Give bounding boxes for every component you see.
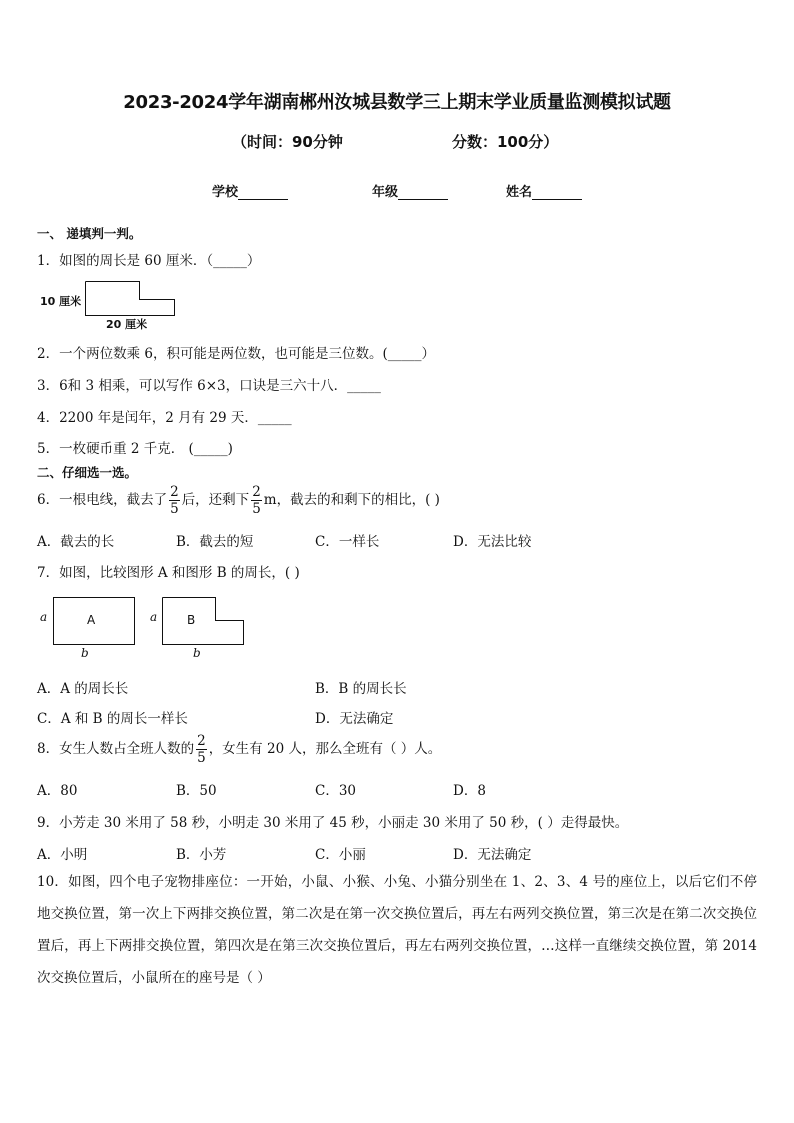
q9-option-d[interactable]: D．无法确定 [453,847,532,863]
name-blank[interactable] [532,186,582,200]
q8-option-c[interactable]: C．30 [315,783,357,799]
question-8 [37,733,441,766]
q6-option-c[interactable]: C．一样长 [315,534,380,550]
q7-b-label-right: b [193,646,201,660]
question-4: 4．2200 年是闰年，2 月有 29 天．_____ [37,410,292,426]
q7-option-d[interactable]: D．无法确定 [315,711,394,727]
school-field[interactable] [212,181,288,200]
section-1-heading: 一、 递填判一判。 [37,226,142,241]
q7-option-b[interactable]: B．B 的周长长 [315,681,407,697]
q7-shape-a-label: A [87,613,96,627]
question-2: 2．一个两位数乘 6，积可能是两位数，也可能是三位数。(_____） [37,346,435,362]
q7-a-label-right: a [150,610,158,624]
question-6 [37,484,440,517]
name-label: 姓名 [506,185,533,200]
q6-fraction-2: $\frac{2}{5}$ [252,484,261,517]
exam-time: （时间：90分钟 [232,133,343,151]
q6-text-2: 后，还剩下 [181,492,250,508]
question-10: 10．如图，四个电子宠物排座位：一开始，小鼠、小猴、小兔、小猫分别坐在 1、2、3、4 号的座位上，以后它们不停地交换位置，第一次上下两排交换位置，第二次是在第一次交换位置后，再左右两列交换位置，第三次是在第二次交换位置后，再上下两排交换位置，第四次是在第三次交换位置后，再左右两列交换位置，…这样一直继续交换位置，第 2014 次交换位置后，小鼠所在的座号是（ ） [37,874,757,986]
q1-figure [85,281,180,316]
q8-text-1: 8．女生人数占全班人数的 [37,741,195,757]
q7-option-c[interactable]: C．A 和 B 的周长一样长 [37,711,188,727]
question-5: 5．一枚硬币重 2 千克． (_____) [37,441,233,457]
q8-fraction: $\frac{2}{5}$ [197,733,206,766]
q8-text-2: ，女生有 20 人，那么全班有（ ）人。 [208,741,442,757]
q6-text-1: 6．一根电线，截去了 [37,492,168,508]
name-field[interactable] [506,181,582,200]
q9-option-b[interactable]: B．小芳 [176,847,227,863]
school-label: 学校 [212,185,239,200]
question-1: 1．如图的周长是 60 厘米．（_____） [37,253,261,269]
q6-option-d[interactable]: D．无法比较 [453,534,532,550]
q8-option-d[interactable]: D．8 [453,783,486,799]
q7-b-label-left: b [81,646,89,660]
school-blank[interactable] [238,186,288,200]
page-title: 2023-2024学年湖南郴州汝城县数学三上期末学业质量监测模拟试题 [123,92,671,113]
q8-option-a[interactable]: A．80 [37,783,78,799]
q7-a-label-left: a [40,610,48,624]
q6-option-b[interactable]: B．截去的短 [176,534,254,550]
question-3: 3．6和 3 相乘，可以写作 6×3，口诀是三六十八．_____ [37,378,381,394]
q7-shape-b [162,597,246,647]
q8-option-b[interactable]: B．50 [176,783,217,799]
grade-blank[interactable] [398,186,448,200]
question-9: 9．小芳走 30 米用了 58 秒，小明走 30 米用了 45 秒，小丽走 30 米用了 50 秒，( ）走得最快。 [37,815,629,831]
question-7: 7．如图，比较图形 A 和图形 B 的周长，( ) [37,565,300,581]
q6-fraction-1: $\frac{2}{5}$ [170,484,179,517]
exam-score: 分数：100分） [452,133,559,151]
q6-text-3: m，截去的和剩下的相比，( ) [263,492,440,508]
q9-option-c[interactable]: C．小丽 [315,847,366,863]
grade-field[interactable] [372,181,448,200]
q6-option-a[interactable]: A．截去的长 [37,534,115,550]
q1-side-label: 10 厘米 [40,295,82,308]
q9-option-a[interactable]: A．小明 [37,847,88,863]
q1-bottom-label: 20 厘米 [106,318,148,331]
grade-label: 年级 [372,185,399,200]
q7-shape-b-label: B [187,613,196,627]
q7-option-a[interactable]: A．A 的周长长 [37,681,129,697]
section-2-heading: 二、仔细选一选。 [37,465,138,480]
